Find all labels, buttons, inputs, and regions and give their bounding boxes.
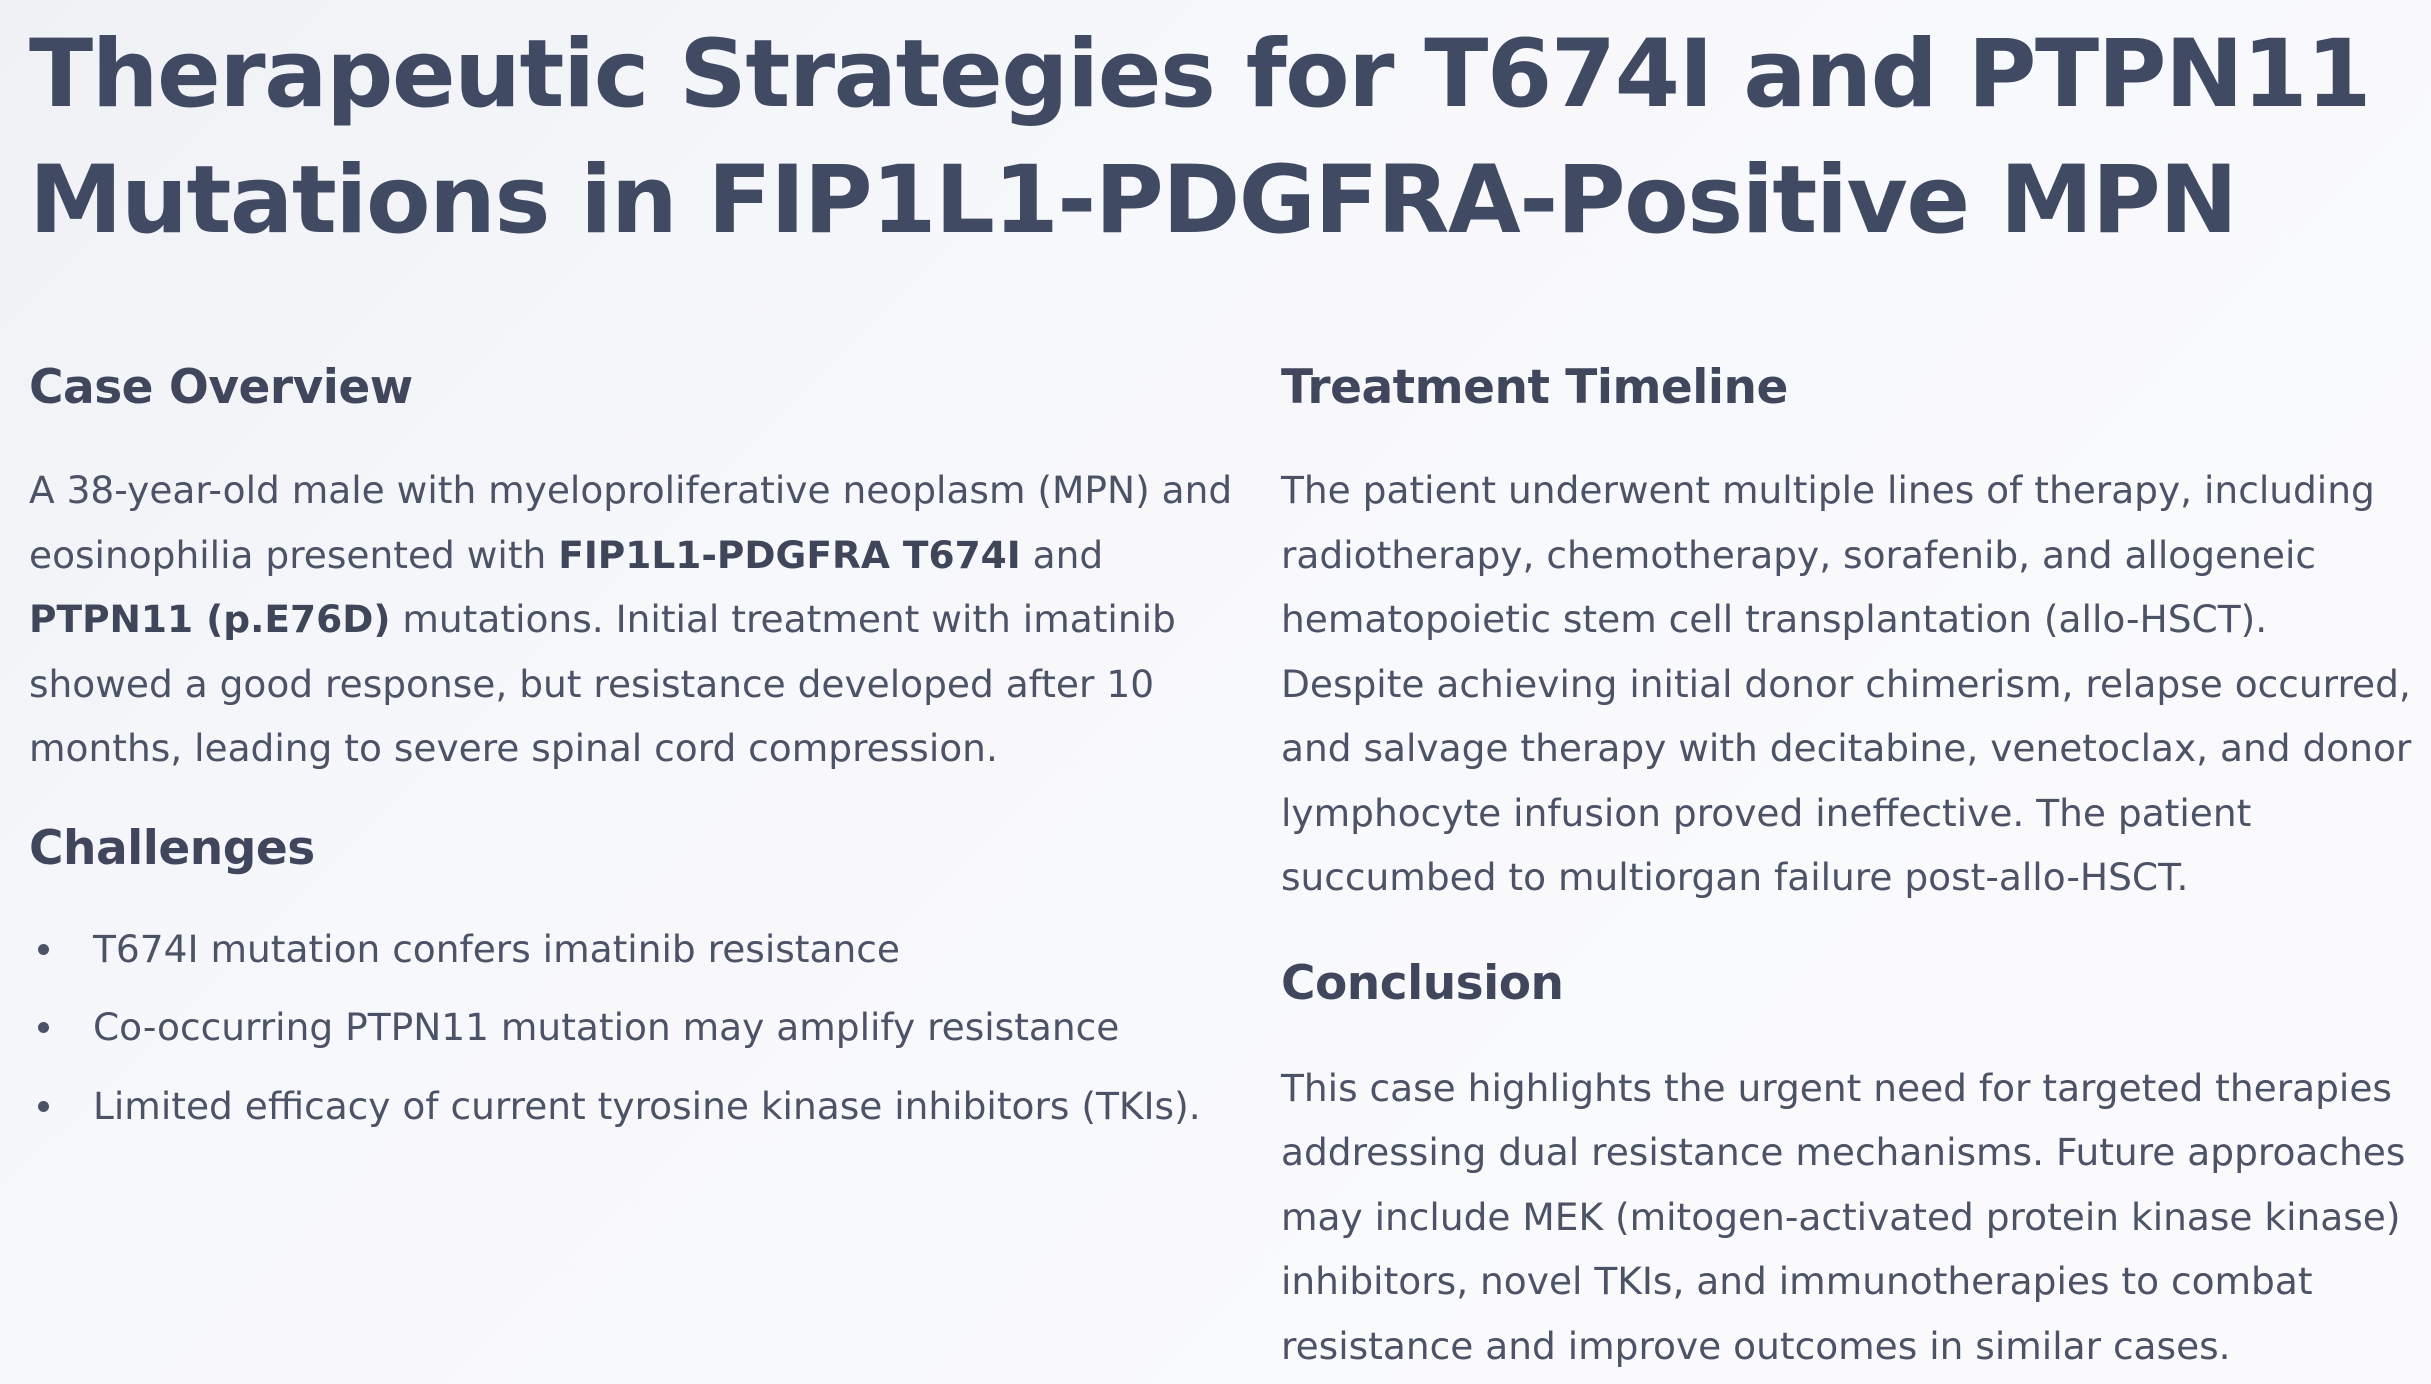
conclusion-section (1281, 952, 2419, 1379)
case-overview-text (29, 458, 1279, 781)
conclusion-heading: Conclusion (1281, 955, 1564, 1011)
treatment-timeline-text: The patient underwent multiple lines of therapy, including radiotherapy, chemotherapy, sorafenib, and allogeneic hematopoietic stem cell transplantation (allo-HSCT). Despite achieving initial donor chimerism, relapse occurred, and salvage therapy with decitabine, venetoclax, and donor lymphocyte infusion proved ineffective. The patient succumbed to multiorgan failure post-allo-HSCT. (1281, 468, 2412, 899)
bullet-dot-icon (38, 1022, 49, 1033)
overview-text-part-3: mutations. Initial treatment with imatinib showed a good response, but resistance developed after 10 months, leading to severe spinal cord compression. (29, 597, 1176, 770)
overview-bold-mutation-1: FIP1L1-PDGFRA T674I (558, 532, 1021, 577)
list-item-text: T674I mutation confers imatinib resistance (93, 926, 900, 971)
bullet-dot-icon (38, 944, 49, 955)
right-column (1281, 356, 2419, 1378)
case-overview-heading: Case Overview (29, 360, 413, 415)
content-columns (29, 356, 2419, 1368)
list-item-text: Limited efficacy of current tyrosine kinase inhibitors (TKIs). (93, 1083, 1201, 1128)
left-column (29, 356, 1279, 1152)
case-overview-section (29, 356, 1279, 781)
challenges-section (29, 817, 1279, 1139)
challenges-heading: Challenges (29, 820, 315, 876)
conclusion-text: This case highlights the urgent need for targeted therapies addressing dual resistance mechanisms. Future approaches may include MEK (mitogen-activated protein kinase kinase) inhibitors, novel TKIs, and immunotherapies to combat resistance and improve outcomes in similar cases. (1281, 1065, 2406, 1368)
list-item (29, 917, 1279, 982)
list-item (29, 1074, 1279, 1139)
challenges-list (29, 917, 1279, 1139)
overview-text-part-1: A 38-year-old male with myeloproliferative neoplasm (MPN) and eosinophilia presented with (29, 468, 1233, 577)
list-item (29, 995, 1279, 1060)
list-item-text: Co-occurring PTPN11 mutation may amplify resistance (93, 1005, 1120, 1049)
overview-bold-mutation-2: PTPN11 (p.E76D) (29, 597, 391, 641)
bullet-dot-icon (38, 1101, 49, 1112)
page-title: Therapeutic Strategies for T674I and PTPN11 Mutations in FIP1L1-PDGFRA-Positive MPN (29, 20, 2371, 255)
treatment-timeline-heading: Treatment Timeline (1281, 360, 1788, 415)
treatment-timeline-section (1281, 356, 2419, 910)
overview-text-part-2: and (1020, 532, 1104, 577)
